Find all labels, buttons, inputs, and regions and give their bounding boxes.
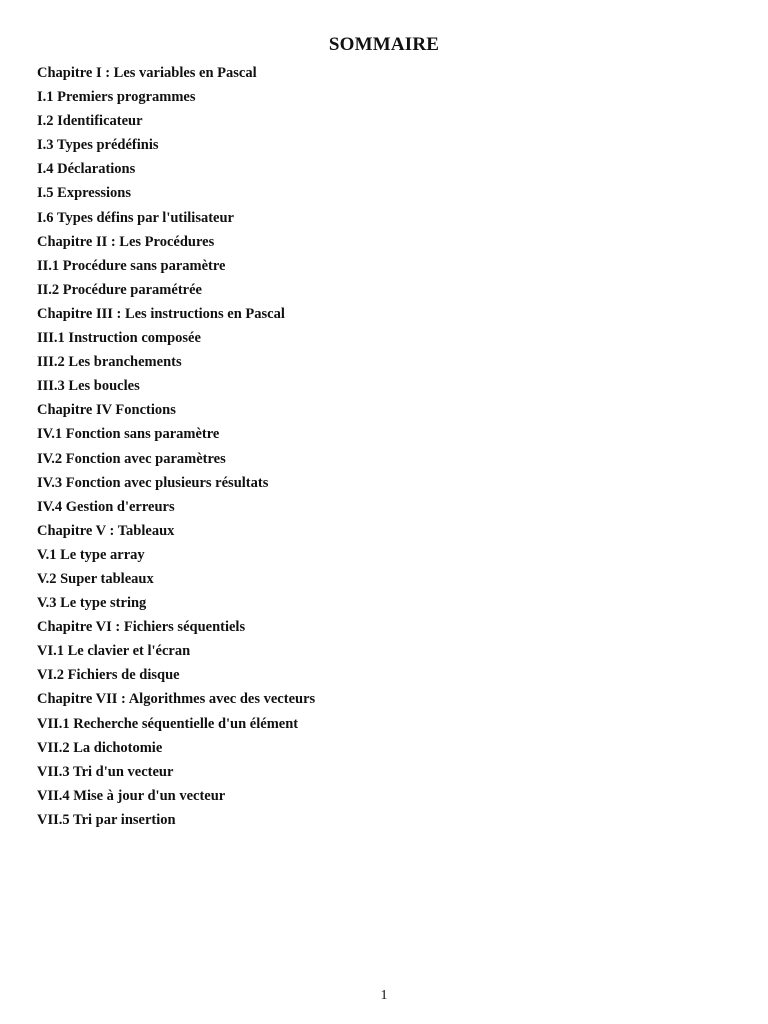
toc-section-7-3: VII.3 Tri d'un vecteur	[37, 763, 174, 780]
toc-chapter-6: Chapitre VI : Fichiers séquentiels	[37, 619, 246, 636]
toc-section-3-3: III.3 Les boucles	[37, 378, 140, 395]
toc-section-5-2: V.2 Super tableaux	[37, 570, 154, 587]
toc-section-1-4: I.4 Déclarations	[37, 161, 136, 178]
toc-section-5-3: V.3 Le type string	[37, 595, 147, 612]
toc-section-7-1: VII.1 Recherche séquentielle d'un élément	[37, 715, 299, 732]
toc-section-6-1: VI.1 Le clavier et l'écran	[37, 643, 191, 660]
toc-section-7-2: VII.2 La dichotomie	[37, 739, 163, 756]
toc-section-4-3: IV.3 Fonction avec plusieurs résultats	[37, 474, 269, 491]
toc-section-6-2: VI.2 Fichiers de disque	[37, 667, 180, 684]
page-number: 1	[380, 988, 388, 1003]
toc-chapter-1: Chapitre I : Les variables en Pascal	[37, 65, 257, 81]
toc-section-5-1: V.1 Le type array	[37, 546, 145, 563]
toc-section-2-2: II.2 Procédure paramétrée	[37, 281, 202, 298]
toc-chapter-7: Chapitre VII : Algorithmes avec des vecteurs	[37, 691, 316, 708]
toc-section-1-6: I.6 Types défins par l'utilisateur	[37, 209, 234, 226]
toc-section-3-1: III.1 Instruction composée	[37, 330, 201, 347]
table-of-contents	[37, 61, 315, 832]
toc-section-3-2: III.2 Les branchements	[37, 354, 182, 371]
toc-chapter-2: Chapitre II : Les Procédures	[37, 233, 215, 250]
toc-section-7-4: VII.4 Mise à jour d'un vecteur	[37, 787, 226, 804]
toc-section-2-1: II.1 Procédure sans paramètre	[37, 257, 226, 274]
toc-section-4-1: IV.1 Fonction sans paramètre	[37, 426, 220, 443]
toc-chapter-5: Chapitre V : Tableaux	[37, 522, 175, 539]
toc-chapter-4: Chapitre IV Fonctions	[37, 402, 176, 419]
toc-section-4-4: IV.4 Gestion d'erreurs	[37, 498, 175, 515]
toc-section-7-5: VII.5 Tri par insertion	[37, 811, 176, 828]
toc-section-1-3: I.3 Types prédéfinis	[37, 137, 159, 154]
toc-section-1-2: I.2 Identificateur	[37, 113, 143, 130]
toc-section-1-5: I.5 Expressions	[37, 185, 132, 202]
page-title: SOMMAIRE	[328, 34, 440, 55]
toc-section-1-1: I.1 Premiers programmes	[37, 89, 196, 106]
toc-chapter-3: Chapitre III : Les instructions en Pascal	[37, 305, 285, 322]
toc-section-4-2: IV.2 Fonction avec paramètres	[37, 450, 226, 467]
